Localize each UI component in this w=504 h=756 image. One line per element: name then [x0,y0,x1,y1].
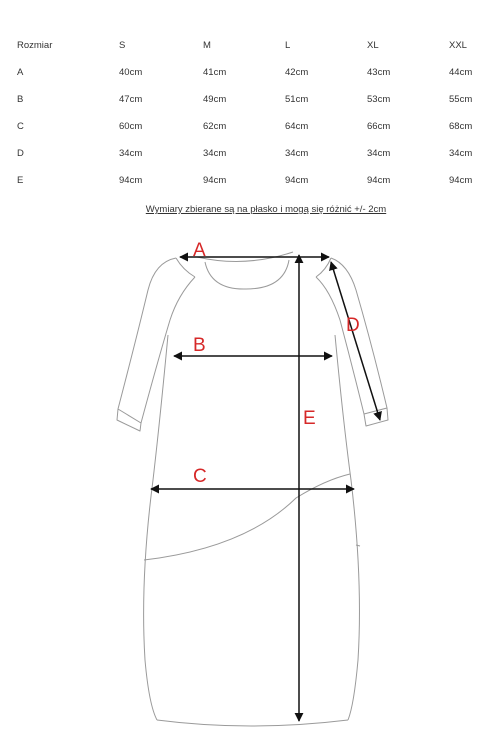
table-cell: 68cm [449,121,473,132]
table-cell: 51cm [285,94,309,105]
table-cell: 41cm [203,67,227,78]
table-cell: 34cm [367,148,391,159]
table-cell: B [17,94,24,105]
table-cell: 55cm [449,94,473,105]
table-cell: 53cm [367,94,391,105]
table-cell: 44cm [449,67,473,78]
header-cell: XXL [449,40,467,51]
right-sleeve [316,258,387,414]
table-cell: 43cm [367,67,391,78]
left-cuff [117,409,141,431]
table-cell: 62cm [203,121,227,132]
arrow-d [331,262,380,420]
table-cell: 94cm [119,175,143,186]
dress-body-right [335,335,359,720]
header-cell: Rozmiar [17,40,53,51]
table-cell: 94cm [285,175,309,186]
header-cell: S [119,40,126,51]
header-cell: XL [367,40,379,51]
table-row [0,175,504,195]
measurement-note: Wymiary zbierane są na płasko i mogą się różnić +/- 2cm [145,204,387,215]
label-c: C [193,466,207,487]
table-cell: 42cm [285,67,309,78]
diagonal-seam [144,474,350,560]
table-cell: 40cm [119,67,143,78]
dress-measurement-diagram [0,225,504,756]
table-cell: 60cm [119,121,143,132]
label-a: A [193,240,206,261]
table-cell: E [17,175,24,186]
table-cell: 66cm [367,121,391,132]
dress-body-left [144,335,168,720]
label-e: E [303,408,316,429]
table-cell: 94cm [367,175,391,186]
table-header-row [0,40,504,60]
table-row [0,121,504,141]
header-cell: L [285,40,291,51]
table-cell: 34cm [285,148,309,159]
measurement-labels [193,240,360,487]
table-row [0,148,504,168]
table-cell: 49cm [203,94,227,105]
table-cell: 94cm [449,175,473,186]
label-b: B [193,335,206,356]
table-row [0,67,504,87]
table-cell: 47cm [119,94,143,105]
table-cell: 94cm [203,175,227,186]
table-cell: 34cm [449,148,473,159]
left-sleeve [118,258,195,423]
label-d: D [346,315,360,336]
table-cell: 34cm [203,148,227,159]
dress-hem [157,720,348,726]
table-cell: 64cm [285,121,309,132]
table-row [0,94,504,114]
neck-band [205,260,289,289]
table-cell: C [17,121,24,132]
table-cell: 34cm [119,148,143,159]
shoulder-seam-right [316,258,331,277]
table-cell: D [17,148,24,159]
side-mark [356,545,360,546]
table-cell: A [17,67,24,78]
header-cell: M [203,40,211,51]
